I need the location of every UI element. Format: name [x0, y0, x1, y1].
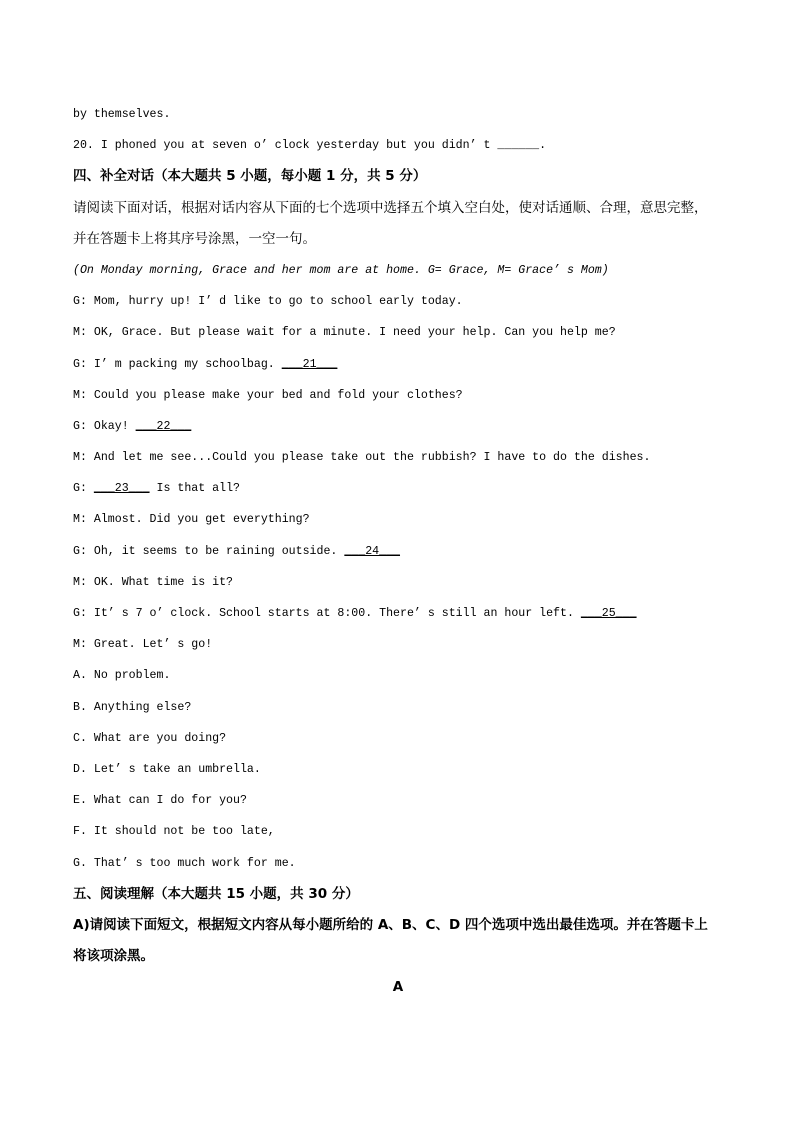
answer-blank: ___25___ — [580, 607, 637, 620]
dialogue-line — [73, 567, 723, 598]
dialogue-text: G: Mom, hurry up! I’ d like to go to school early today. — [73, 295, 463, 309]
option-item: E. What can I do for you? — [73, 794, 247, 808]
section-5-heading: 五、阅读理解（本大题共 15 小题，共 30 分） — [73, 885, 359, 902]
dialogue-line — [73, 317, 723, 348]
dialogue-line — [73, 442, 723, 473]
dialogue-text: Is that all? — [149, 482, 240, 496]
dialogue-line — [73, 380, 723, 411]
section-4-instruction-cont: 并在答题卡上将其序号涂黑，一空一句。 — [73, 230, 316, 247]
dialogue-line — [73, 629, 723, 660]
document-content — [73, 99, 723, 1003]
dialogue-text: M: OK. What time is it? — [73, 575, 234, 589]
dialogue-line — [73, 504, 723, 535]
dialogue-text: M: Great. Let’ s go! — [73, 638, 213, 652]
dialogue-line — [73, 349, 723, 380]
dialogue-line — [73, 598, 723, 629]
dialogue-line — [73, 473, 723, 504]
answer-blank: ___23___ — [93, 482, 150, 496]
answer-blank: ___22___ — [135, 419, 192, 433]
dialogue-text: M: And let me see...Could you please take out the rubbish? I have to do the dishes. — [73, 451, 651, 465]
option-item: B. Anything else? — [73, 700, 192, 714]
option-item: D. Let’ s take an umbrella. — [73, 762, 261, 776]
dialogue-text: G: Oh, it seems to be raining outside. — [73, 544, 345, 558]
dialogue-text: G: It’ s 7 o’ clock. School starts at 8:00. There’ s still an hour left. — [73, 607, 581, 620]
question-20: 20. I phoned you at seven o’ clock yesterday but you didn’ t ______. — [73, 139, 547, 153]
text-line: by themselves. — [73, 108, 171, 121]
answer-options — [73, 660, 723, 878]
option-item: A. No problem. — [73, 669, 171, 683]
section-5-instruction: A)请阅读下面短文，根据短文内容从每小题所给的 A、B、C、D 四个选项中选出最佳选项。并在答题卡上 — [73, 916, 708, 933]
dialogue-context: (On Monday morning, Grace and her mom are at home. G= Grace, M= Grace’ s Mom) — [73, 263, 609, 277]
dialogue-line — [73, 286, 723, 317]
dialogue-text: G: — [73, 482, 94, 496]
dialogue-text: M: Almost. Did you get everything? — [73, 513, 310, 527]
option-item: G. That’ s too much work for me. — [73, 856, 296, 870]
section-5-instruction-cont: 将该项涂黑。 — [73, 948, 154, 965]
section-4-instruction: 请阅读下面对话，根据对话内容从下面的七个选项中选择五个填入空白处，使对话通顺、合理，意思完整， — [73, 199, 708, 216]
option-item: F. It should not be too late, — [73, 825, 275, 839]
dialogue-line — [73, 411, 723, 442]
answer-blank: ___24___ — [344, 544, 401, 558]
option-item: C. What are you doing? — [73, 731, 227, 745]
dialogue-text: M: Could you please make your bed and fold your clothes? — [73, 388, 463, 402]
dialogue — [73, 286, 723, 660]
section-4-heading: 四、补全对话（本大题共 5 小题，每小题 1 分，共 5 分） — [73, 168, 427, 185]
dialogue-line — [73, 536, 723, 567]
dialogue-text: M: OK, Grace. But please wait for a minute. I need your help. Can you help me? — [73, 326, 616, 340]
dialogue-text: G: Okay! — [73, 419, 136, 433]
dialogue-text: G: I’ m packing my schoolbag. — [73, 357, 282, 371]
answer-blank: ___21___ — [281, 357, 338, 371]
passage-label: A — [392, 979, 404, 996]
